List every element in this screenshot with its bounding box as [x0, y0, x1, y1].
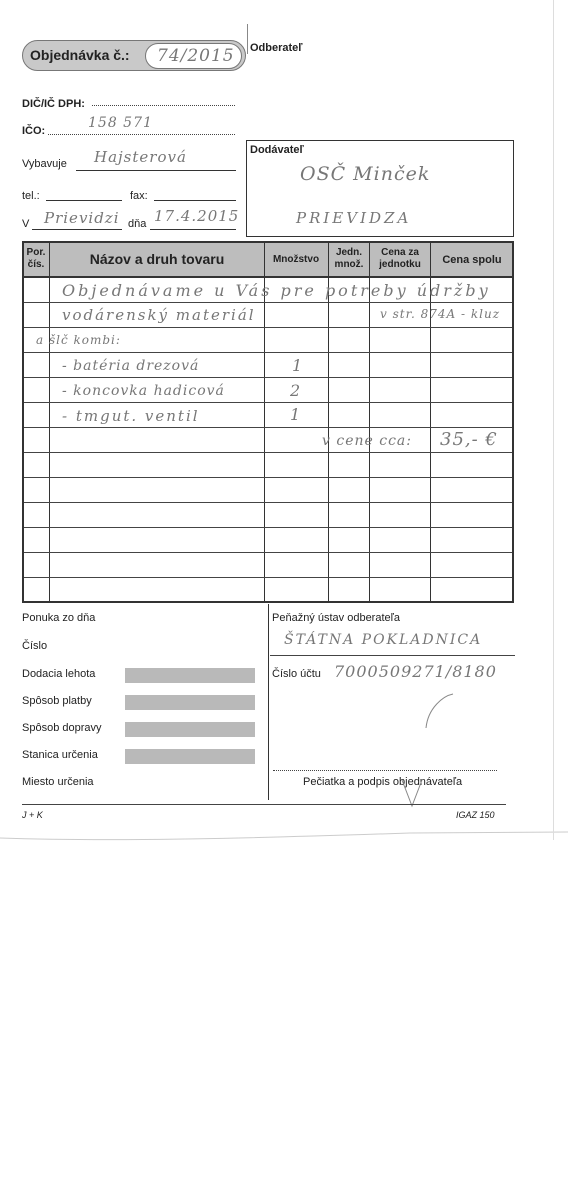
price-value: 35,- €: [440, 429, 498, 450]
account-label: Číslo účtu: [272, 668, 321, 680]
delivery-term-label: Dodacia lehota: [22, 668, 96, 680]
footer-left: J + K: [22, 810, 43, 820]
place-value: Prievidzi: [44, 209, 120, 227]
row-line: [24, 477, 512, 478]
place-label: V: [22, 218, 30, 230]
fax-field[interactable]: [154, 200, 236, 201]
supplier-city: PRIEVIDZA: [296, 209, 412, 227]
fax-label: fax:: [130, 190, 148, 202]
header-name: Názov a druh tovaru: [89, 251, 225, 267]
row-line: [24, 527, 512, 528]
row-line: [24, 427, 512, 428]
bank-underline: [270, 655, 515, 656]
date-field[interactable]: [150, 229, 236, 230]
signature-label: Pečiatka a podpis objednávateľa: [303, 776, 463, 788]
row-line: [24, 577, 512, 578]
bank-value: ŠTÁTNA POKLADNICA: [284, 632, 483, 648]
destination-station-label: Stanica určenia: [22, 749, 98, 761]
ico-field[interactable]: [48, 134, 235, 135]
transport-method-label: Spôsob dopravy: [22, 722, 102, 734]
row-line: [24, 302, 512, 303]
bottom-section-divider: [268, 604, 269, 800]
row-line: [24, 352, 512, 353]
cut-edge-line: [0, 830, 568, 850]
footer-line: [22, 804, 506, 805]
header-qty: Množstvo: [272, 254, 320, 265]
handwritten-line-2-right: v str. 874A - kluz: [380, 307, 501, 321]
item-2-qty: 2: [290, 381, 302, 400]
payment-method-field[interactable]: [125, 695, 255, 710]
bank-label: Peňažný ústav odberateľa: [272, 612, 400, 624]
item-2-name: - koncovka hadicová: [62, 383, 225, 399]
handwritten-line-1: Objednávame u Vás pre potreby údržby: [62, 281, 491, 300]
supplier-name: OSČ Minček: [300, 163, 431, 185]
handwritten-line-2: vodárenský materiál: [62, 306, 256, 324]
offer-number-label: Číslo: [22, 640, 48, 652]
destination-station-field[interactable]: [125, 749, 255, 764]
handwritten-line-3: a šlč kombi:: [36, 333, 121, 347]
supplier-label: Dodávateľ: [250, 144, 304, 156]
transport-method-field[interactable]: [125, 722, 255, 737]
tel-label: tel.:: [22, 190, 40, 202]
offer-date-label: Ponuka zo dňa: [22, 612, 96, 624]
header-unit: Jedn. množ.: [334, 247, 364, 270]
row-line: [24, 452, 512, 453]
header-divider: [247, 24, 248, 54]
row-line: [24, 552, 512, 553]
header-unit-price: Cena za jednotku: [379, 247, 421, 270]
item-3-name: - tmgut. ventil: [62, 407, 200, 425]
item-3-qty: 1: [290, 405, 302, 424]
tel-field[interactable]: [46, 200, 122, 201]
header-bottom-line: [24, 276, 512, 278]
account-value: 7000509271/8180: [334, 662, 497, 681]
date-value: 17.4.2015: [154, 207, 240, 225]
item-1-name: - batéria drezová: [62, 358, 200, 374]
vybavuje-field[interactable]: [76, 170, 236, 171]
dic-field[interactable]: [92, 105, 235, 106]
order-number-label: Objednávka č.:: [30, 47, 130, 63]
row-line: [24, 327, 512, 328]
item-1-qty: 1: [292, 356, 304, 375]
row-line: [24, 377, 512, 378]
dic-label: DIČ/IČ DPH:: [22, 98, 85, 110]
column-divider: [49, 243, 50, 601]
row-line: [24, 402, 512, 403]
price-note: v cene cca:: [322, 433, 412, 449]
date-label: dňa: [128, 218, 147, 230]
order-number-value: 74/2015: [157, 46, 235, 66]
payment-method-label: Spôsob platby: [22, 695, 92, 707]
row-line: [24, 502, 512, 503]
vybavuje-label: Vybavuje: [22, 158, 67, 170]
signature-scribble: [398, 688, 468, 808]
ico-label: IČO:: [22, 125, 46, 137]
header-total: Cena spolu: [442, 254, 502, 266]
buyer-label: Odberateľ: [250, 42, 303, 54]
vybavuje-value: Hajsterová: [94, 148, 187, 166]
place-field[interactable]: [32, 229, 122, 230]
ico-value: 158 571: [88, 115, 153, 131]
header-por: Por. čís.: [26, 247, 46, 270]
destination-place-label: Miesto určenia: [22, 776, 94, 788]
right-edge-line: [553, 0, 554, 840]
footer-right: IGAZ 150: [456, 810, 495, 820]
delivery-term-field[interactable]: [125, 668, 255, 683]
